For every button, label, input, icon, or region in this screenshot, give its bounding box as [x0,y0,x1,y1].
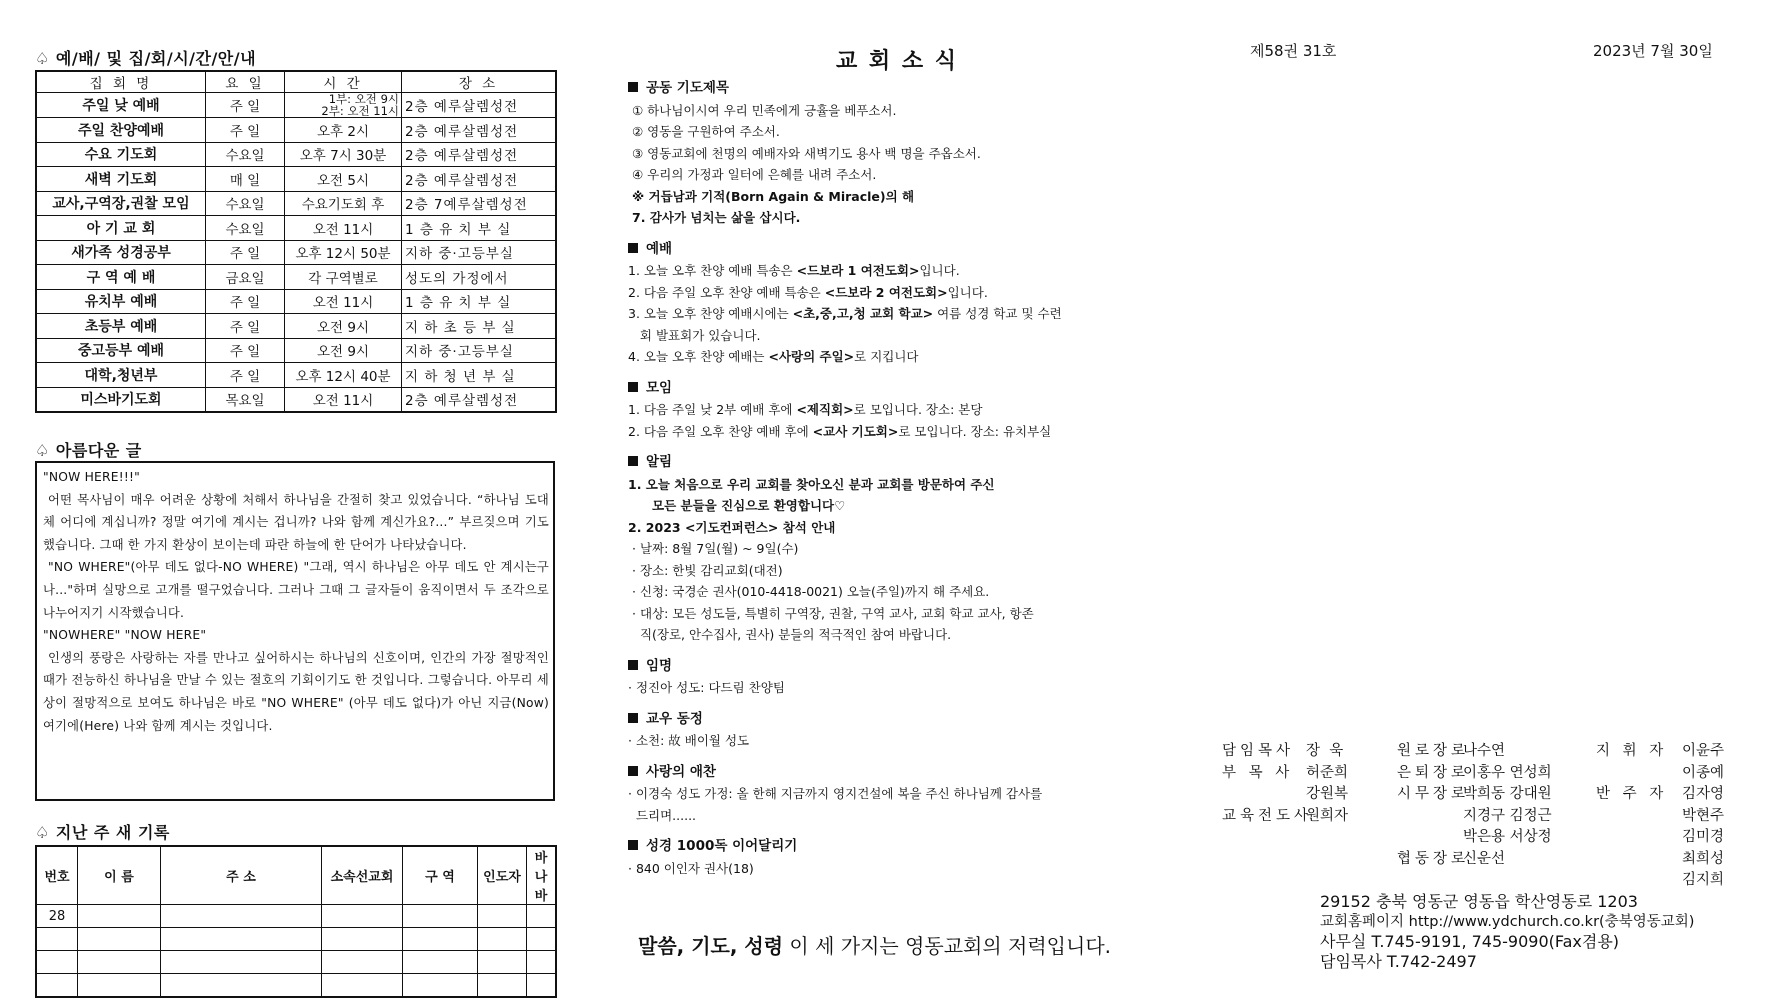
service-day: 주 일 [206,289,285,314]
service-name: 주일 찬양예배 [36,118,206,143]
table-cell [36,951,78,974]
staff-row [1222,784,1348,806]
members-item: · 소천: 故 배이월 성도 [628,733,750,748]
pastor-phone: 담임목사 T.742-2497 [1320,952,1477,971]
table-row [36,289,556,314]
column-header: 이 름 [78,846,161,905]
service-place: 지하 중·고등부실 [402,338,557,363]
table-row [36,905,556,928]
notice-detail: · 날짜: 8월 7일(월) ~ 9일(수) [632,541,799,556]
service-place: 성도의 가정에서 [402,265,557,290]
worship-item [628,282,1158,304]
table-row [36,338,556,363]
church-motto [638,930,1111,959]
table-cell [161,951,322,974]
service-name: 수요 기도회 [36,142,206,167]
service-time: 수요기도회 후 [285,191,402,216]
members-heading: 교우 동정 [628,709,1158,731]
notice-detail: · 신청: 국경순 권사(010-4418-0021) 오늘(주일)까지 해 주세요. [632,584,990,599]
staff-role: 담임목사 [1222,743,1295,759]
service-name: 새가족 성경공부 [36,240,206,265]
service-place: 2층 예루살렘성전 [402,167,557,192]
service-place: 2층 예루살렘성전 [402,387,557,412]
prayer-item: ③ 영동교회에 천명의 예배자와 새벽기도 용사 백 명을 주옵소서. [632,145,981,161]
table-cell [161,905,322,928]
essay-paragraph: 인생의 풍랑은 사랑하는 자를 만나고 싶어하시는 하나님의 신호이며, 인간의 가장 절망적인 때가 전능하신 하나님을 만날 수 있는 절호의 기회이기도 한 것입니다. 그렇습니다. 아무리 세상이 절망적으로 보여도 하나님은 바로 "NO WHERE" (아무 데도 없다)가 아닌 지금(Now) 여기에(Here) 나와 함께 계시는 것입니다. [43,650,554,733]
appointment-item: · 정진아 성도: 다드림 찬양팀 [628,680,785,695]
square-bullet-icon [628,766,638,776]
service-place: 지 하 초 등 부 실 [402,314,557,339]
staff-names: 김자영 [1682,786,1725,802]
service-schedule-table [35,70,557,413]
staff-names: 신운선 [1463,850,1506,867]
service-day: 수요일 [206,191,285,216]
staff-names: 나수연 [1463,743,1506,759]
service-day: 주 일 [206,93,285,118]
service-day: 금요일 [206,265,285,290]
table-cell [478,905,527,928]
staff-row [1596,741,1724,763]
table-row [36,951,556,974]
table-row [36,314,556,339]
table-cell [78,928,161,951]
staff-row [1397,827,1552,849]
worship-heading: 예배 [628,239,1158,261]
table-cell [161,928,322,951]
table-row [36,118,556,143]
worship-item [628,346,1158,368]
visitors-section-title: ♤ 지난 주 새 기록 [35,823,170,842]
table-cell [36,974,78,998]
worship-item [628,303,1158,325]
love-item: 드리며...... [628,807,697,823]
table-row [36,167,556,192]
service-time: 오후 7시 30분 [285,142,402,167]
item-text: 2. 다음 주일 오후 찬양 예배 특송은 [628,284,825,300]
staff-names: 박현주 [1682,807,1725,824]
item-highlight: <사랑의 주일> [768,349,855,364]
table-header-row [36,846,556,905]
table-cell [78,974,161,998]
table-cell [527,951,557,974]
staff-row [1397,806,1552,828]
item-text: 입니다. [919,263,960,278]
staff-names: 허준희 [1306,764,1349,781]
table-header-row [36,71,556,93]
service-day: 매 일 [206,167,285,192]
column-header: 시 간 [285,71,402,93]
service-name: 초등부 예배 [36,314,206,339]
item-text: 입니다. [947,284,988,300]
news-column [628,78,1158,879]
service-name: 교사,구역장,권찰 모임 [36,191,206,216]
staff-names: 김지희 [1682,872,1725,888]
staff-row [1596,806,1724,828]
service-time: 오전 11시 [285,387,402,412]
service-name: 미스바기도회 [36,387,206,412]
staff-names: 이윤주 [1682,743,1725,759]
love-item: · 이경숙 성도 가정: 올 한해 지금까지 영지건설에 복을 주신 하나님께 감사를 [628,786,1043,801]
table-row [36,216,556,241]
services-section-title: ♤ 예/배/ 및 집/회/시/간/안/내 [35,49,257,68]
service-time: 오전 5시 [285,167,402,192]
service-place: 1 층 유 치 부 실 [402,289,557,314]
staff-row [1596,849,1724,871]
column-header: 구 역 [403,846,478,905]
service-place: 2층 예루살렘성전 [402,93,557,118]
table-cell [527,905,557,928]
staff-row [1596,763,1724,785]
essay-paragraph: "NO WHERE"(아무 데도 없다-NO WHERE) "그래, 역시 하나님은 아무 데도 안 계시는구나..."하며 실망으로 고개를 떨구었습니다. 그러나 그때 그 글자들이 움직이면서 두 조각으로 나누어지기 시작했습니다. [43,560,554,620]
notice-welcome: 1. 오늘 처음으로 우리 교회를 찾아오신 분과 교회를 방문하여 주신 [628,476,995,492]
square-bullet-icon [628,243,638,253]
table-cell [403,951,478,974]
service-time: 1부: 오전 9시 2부: 오전 11시 [285,93,402,118]
staff-role: 지 휘 자 [1596,743,1668,759]
table-cell [478,974,527,998]
staff-role: 은퇴장로 [1397,764,1470,781]
service-name: 대학,청년부 [36,363,206,388]
service-name: 중고등부 예배 [36,338,206,363]
item-highlight: <드보라 1 여전도회> [796,263,920,278]
service-time: 오후 2시 [285,118,402,143]
meeting-item [628,421,1158,443]
staff-row [1397,741,1552,763]
notice-detail: 직(장로, 안수집사, 권사) 분들의 적극적인 참여 바랍니다. [632,627,952,642]
table-row [36,974,556,998]
issue-date: 2023년 7월 30일 [1593,42,1713,60]
prayer-item: ① 하나님이시여 우리 민족에게 긍휼을 베푸소서. [632,102,897,118]
service-day: 수요일 [206,216,285,241]
notice-detail: · 대상: 모든 성도들, 특별히 구역장, 권찰, 구역 교사, 교회 학교 교사, 항존 [632,605,1034,621]
staff-row [1596,827,1724,849]
column-header: 요 일 [206,71,285,93]
table-row [36,142,556,167]
square-bullet-icon [628,660,638,670]
page-title: 교 회 소 식 [836,49,958,74]
meeting-item [628,399,1158,421]
notice-heading: 알림 [628,452,1158,474]
table-cell [527,928,557,951]
service-place: 2층 7예루살렘성전 [402,191,557,216]
year-goal: 7. 감사가 넘치는 삶을 삽시다. [632,210,801,225]
staff-names: 이종예 [1682,764,1725,781]
worship-item [628,260,1158,282]
reading-heading: 성경 1000독 이어달리기 [628,836,1158,858]
visitor-record-table [35,845,557,998]
prayer-heading: 공동 기도제목 [628,78,1158,100]
service-name: 유치부 예배 [36,289,206,314]
item-text: 1. 다음 주일 낮 2부 예배 후에 [628,402,797,417]
church-address: 29152 충북 영동군 영동읍 학산영동로 1203 [1320,892,1638,911]
service-time: 각 구역별로 [285,265,402,290]
table-cell [78,905,161,928]
notice-welcome-2: 모든 분들을 진심으로 환영합니다♡ [652,498,846,513]
service-time: 오전 9시 [285,338,402,363]
table-cell [403,974,478,998]
square-bullet-icon [628,840,638,850]
table-cell [322,905,403,928]
staff-role: 원로장로 [1397,743,1470,759]
service-time: 오전 11시 [285,289,402,314]
service-place: 2층 예루살렘성전 [402,118,557,143]
love-heading: 사랑의 애찬 [628,762,1158,784]
staff-names: 지경구 김정근 [1463,807,1552,824]
staff-row [1397,763,1552,785]
table-row [36,191,556,216]
table-row [36,928,556,951]
table-cell [78,951,161,974]
staff-music [1596,741,1724,892]
staff-row [1397,849,1552,871]
staff-row [1596,784,1724,806]
service-name: 구 역 예 배 [36,265,206,290]
column-header: 바나바 [527,846,557,905]
office-phone: 사무실 T.745-9191, 745-9090(Fax겸용) [1320,932,1620,951]
item-highlight: <초,중,고,청 교회 학교> [792,306,934,321]
item-text: 1. 오늘 오후 찬양 예배 특송은 [628,263,797,278]
item-highlight: <드보라 2 여전도회> [824,284,948,300]
table-cell [322,951,403,974]
item-highlight: <제직회> [796,402,854,417]
item-text: 로 지킵니다 [854,349,919,364]
table-cell: 28 [36,905,78,928]
staff-names: 강원복 [1306,786,1349,802]
staff-names: 최희성 [1682,850,1725,867]
prayer-item: ② 영동을 구원하여 주소서. [632,124,780,139]
staff-role: 반 주 자 [1596,786,1668,802]
essay-paragraph: "NOWHERE" "NOW HERE" [43,628,207,643]
column-header: 인도자 [478,846,527,905]
item-text: 2. 다음 주일 오후 찬양 예배 후에 [628,423,813,439]
staff-row [1596,870,1724,892]
staff-row [1222,763,1348,785]
motto-text: 이 세 가지는 영동교회의 저력입니다. [783,934,1111,958]
prayer-item: ④ 우리의 가정과 일터에 은혜를 내려 주소서. [632,167,877,182]
staff-names: 이홍우 연성희 [1463,764,1552,781]
item-text: 로 모입니다. 장소: 유치부실 [898,423,1052,439]
service-day: 주 일 [206,338,285,363]
notice-detail: · 장소: 한빛 감리교회(대전) [632,562,783,578]
item-text: 여름 성경 학교 및 수련 [933,306,1062,321]
square-bullet-icon [628,382,638,392]
meeting-heading: 모임 [628,378,1158,400]
table-cell [478,951,527,974]
table-cell [322,928,403,951]
service-day: 주 일 [206,363,285,388]
item-text: 4. 오늘 오후 찬양 예배는 [628,349,769,364]
table-row [36,363,556,388]
service-name: 새벽 기도회 [36,167,206,192]
column-header: 번호 [36,846,78,905]
staff-names: 원희자 [1306,807,1349,824]
service-day: 주 일 [206,314,285,339]
table-row [36,387,556,412]
service-time: 오후 12시 50분 [285,240,402,265]
staff-names: 장 욱 [1306,743,1344,759]
staff-role: 협동장로 [1397,850,1470,867]
item-text: 로 모입니다. 장소: 본당 [853,402,983,417]
square-bullet-icon [628,713,638,723]
table-row [36,93,556,118]
table-cell [322,974,403,998]
service-name: 아 기 교 회 [36,216,206,241]
table-cell [478,928,527,951]
staff-role: 부 목 사 [1222,764,1294,781]
service-day: 목요일 [206,387,285,412]
staff-names: 박은용 서상정 [1463,829,1552,845]
table-cell [161,974,322,998]
essay-section-title: ♤ 아름다운 글 [35,441,142,460]
year-theme: ※ 거듭남과 기적(Born Again & Miracle)의 해 [632,188,915,204]
column-header: 소속선교회 [322,846,403,905]
service-place: 1 층 유 치 부 실 [402,216,557,241]
staff-elders [1397,741,1552,870]
worship-item [628,325,1158,347]
reading-item: · 840 이인자 권사(18) [628,860,754,876]
essay-paragraph: "NOW HERE!!!" [43,470,140,484]
table-row [36,240,556,265]
staff-names: 박희동 강대원 [1463,786,1552,802]
essay-box [35,461,555,801]
staff-row [1397,784,1552,806]
staff-pastors [1222,741,1348,827]
square-bullet-icon [628,82,638,92]
table-cell [403,905,478,928]
service-name: 주일 낮 예배 [36,93,206,118]
service-day: 수요일 [206,142,285,167]
motto-bold: 말씀, 기도, 성령 [638,934,784,958]
item-text: 회 발표회가 있습니다. [628,327,761,343]
staff-row [1222,741,1348,763]
table-cell [403,928,478,951]
service-place: 2층 예루살렘성전 [402,142,557,167]
issue-number: 제58권 31호 [1250,42,1337,60]
column-header: 장 소 [402,71,557,93]
service-day: 주 일 [206,118,285,143]
item-text: 3. 오늘 오후 찬양 예배시에는 [628,306,793,321]
service-time: 오전 9시 [285,314,402,339]
notice-conference: 2. 2023 <기도컨퍼런스> 참석 안내 [628,519,836,535]
table-cell [36,928,78,951]
service-day: 주 일 [206,240,285,265]
service-place: 지 하 청 년 부 실 [402,363,557,388]
staff-row [1222,806,1348,828]
church-contact [1320,892,1694,972]
staff-names: 김미경 [1682,829,1725,845]
service-place: 지하 중·고등부실 [402,240,557,265]
staff-role: 시무장로 [1397,786,1470,802]
appointment-heading: 임명 [628,656,1158,678]
essay-paragraph: 어떤 목사님이 매우 어려운 상황에 처해서 하나님을 간절히 찾고 있었습니다. “하나님 도대체 어디에 계십니까? 정말 여기에 계시는 겁니까? 나와 함께 계신가요?...” 부르짖으며 기도했습니다. 그때 한 가지 환상이 보이는데 파란 하늘에 한 단어가 나타났습니다. [43,492,550,552]
column-header: 집 회 명 [36,71,206,93]
table-row [36,265,556,290]
service-time: 오전 11시 [285,216,402,241]
square-bullet-icon [628,456,638,466]
table-cell [527,974,557,998]
staff-role: 교육전도사 [1222,807,1313,824]
church-homepage: 교회홈페이지 http://www.ydchurch.co.kr(충북영동교회) [1320,914,1695,930]
column-header: 주 소 [161,846,322,905]
service-time: 오후 12시 40분 [285,363,402,388]
item-highlight: <교사 기도회> [812,423,899,439]
